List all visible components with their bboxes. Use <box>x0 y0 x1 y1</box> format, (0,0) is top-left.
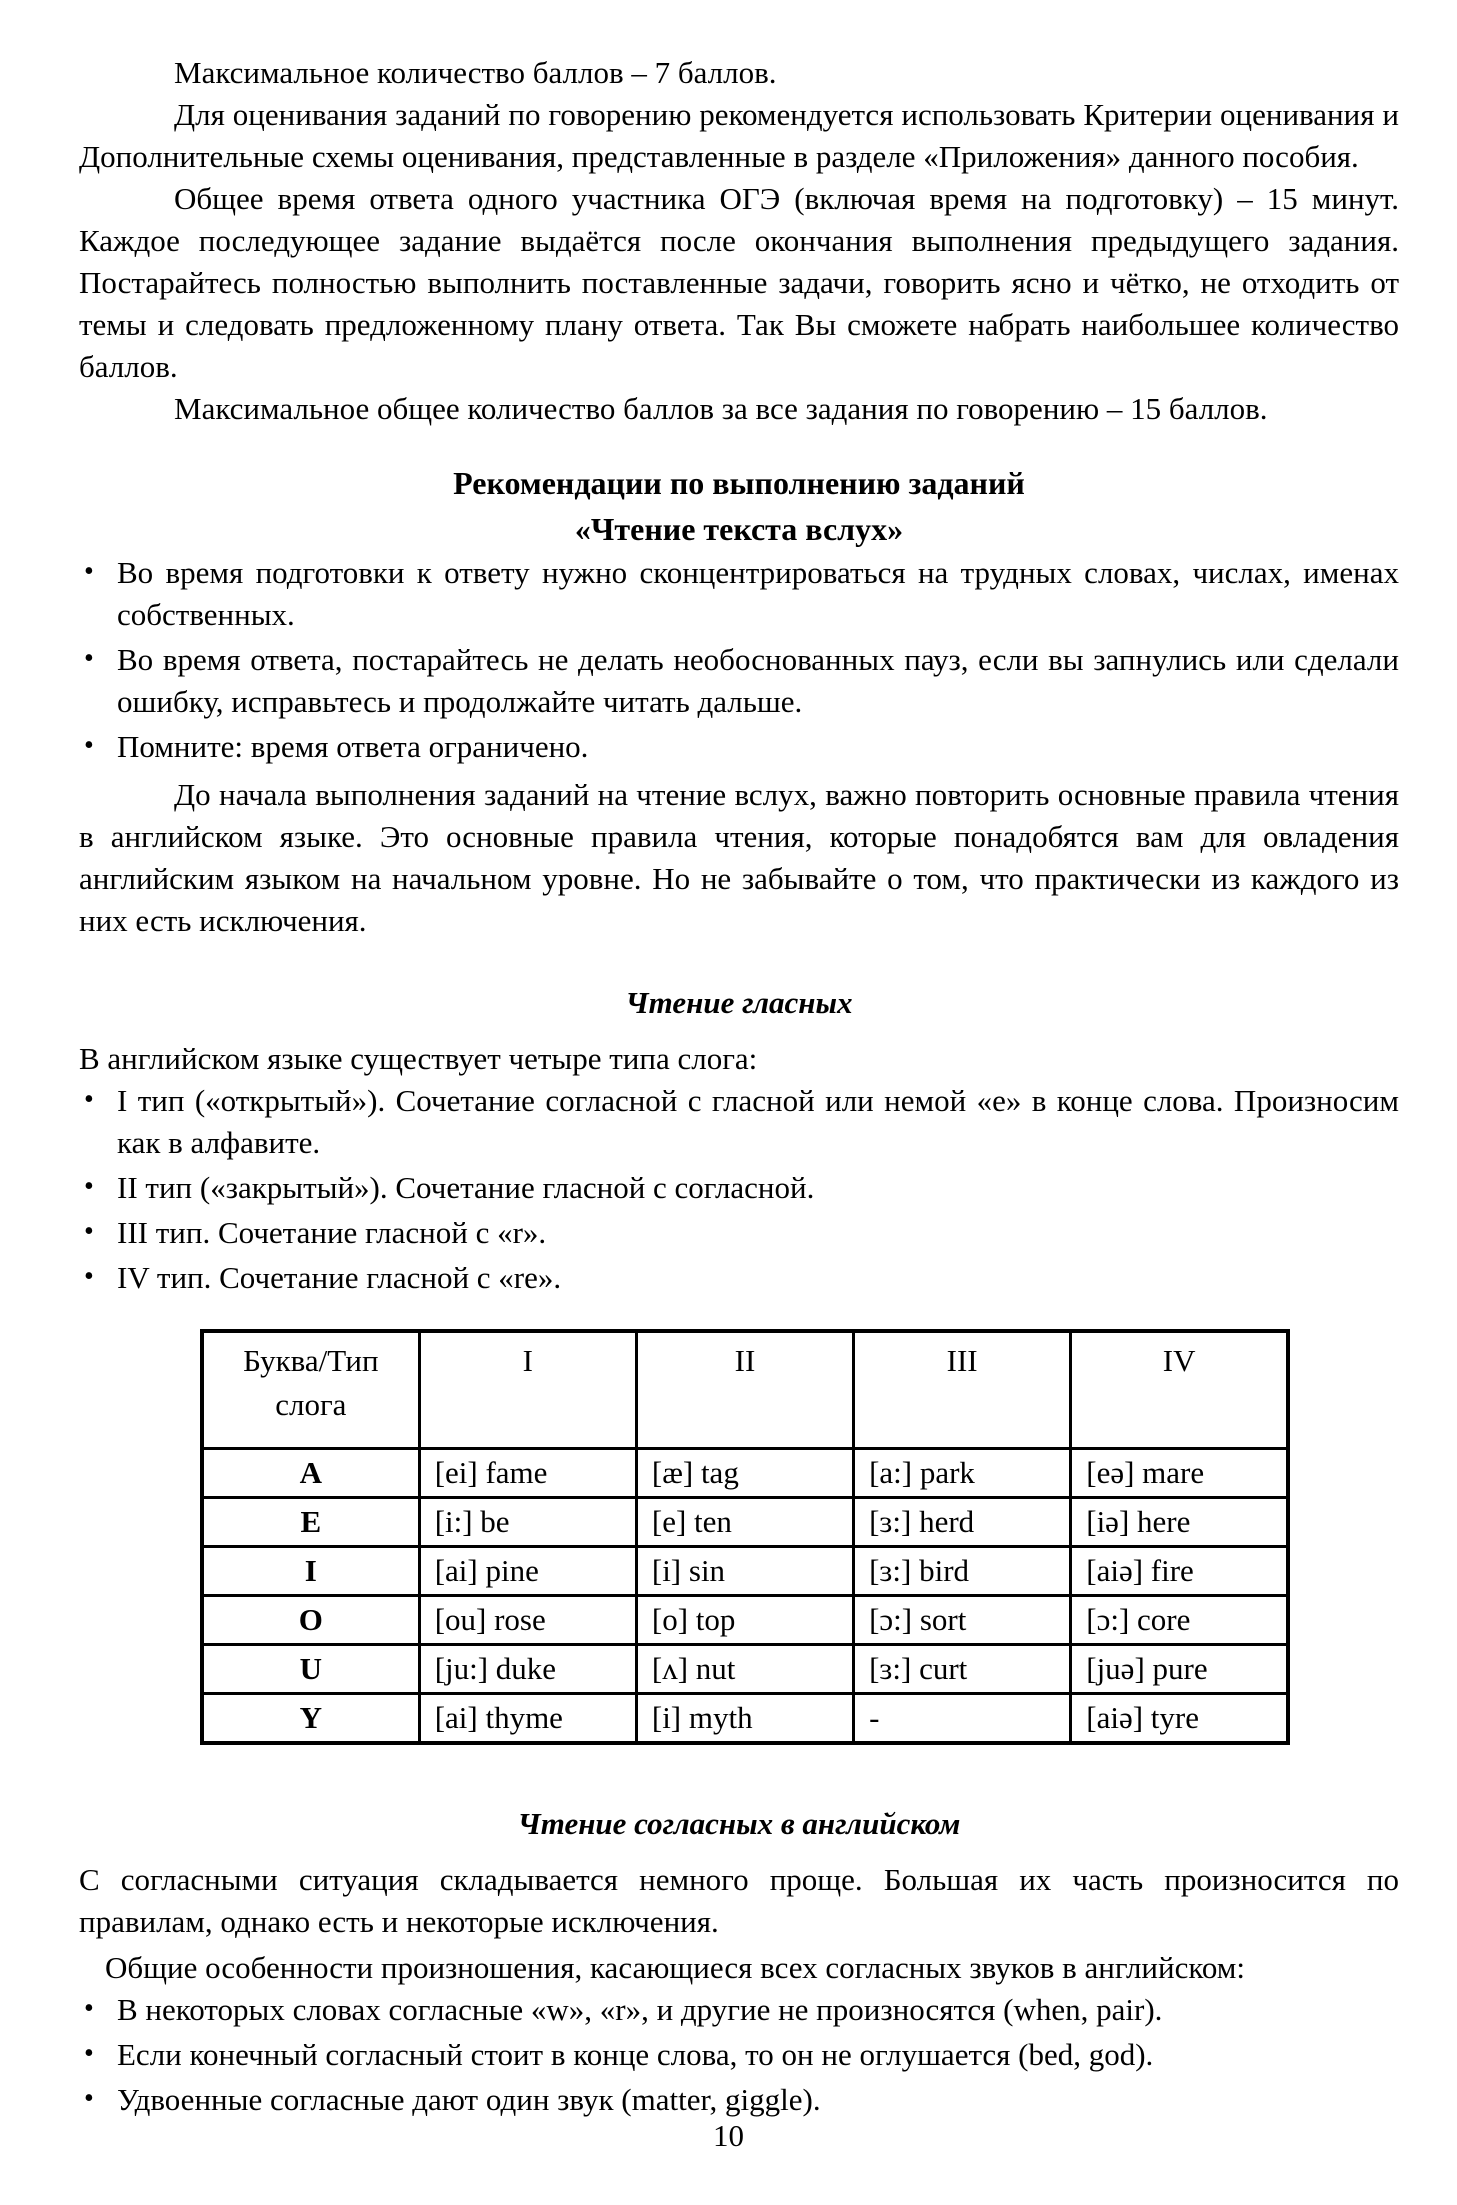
section-heading-consonants: Чтение согласных в английском <box>517 1806 961 1841</box>
table-cell: [ou] rose <box>419 1596 636 1645</box>
paragraph-max-score: Максимальное количество баллов – 7 баллов. <box>174 55 777 90</box>
table-header-cell: Буква/Тип слога <box>202 1331 419 1449</box>
table-cell: [iə] here <box>1071 1498 1288 1547</box>
paragraph-consonants-features: Общие особенности произношения, касающиеся всех согласных звуков в английском: <box>105 1950 1245 1985</box>
table-cell: [o] top <box>636 1596 853 1645</box>
table-header-cell: I <box>419 1331 636 1449</box>
table-cell: [æ] tag <box>636 1449 853 1498</box>
list-item: • III тип. Сочетание гласной с «r». <box>117 1212 1399 1254</box>
table-cell: [ʌ] nut <box>636 1645 853 1694</box>
table-row <box>202 1596 1288 1645</box>
page-content <box>79 0 1399 2124</box>
paragraph-consonants-intro: С согласными ситуация складывается немного проще. Большая их часть произносится по правилам, однако есть и некоторые исключения. <box>79 1862 1399 1939</box>
reading-aloud-tips-list <box>79 552 1399 768</box>
table-cell: [i] sin <box>636 1547 853 1596</box>
table-cell-letter: U <box>202 1645 419 1694</box>
table-cell: [ju:] duke <box>419 1645 636 1694</box>
list-item: • Удвоенные согласные дают один звук (matter, giggle). <box>117 2079 1399 2121</box>
table-cell: [aiə] tyre <box>1071 1694 1288 1744</box>
table-cell: [ai] thyme <box>419 1694 636 1744</box>
heading-line-1: Рекомендации по выполнению заданий <box>453 465 1025 501</box>
table-cell: [e] ten <box>636 1498 853 1547</box>
table-cell: [ɔ:] core <box>1071 1596 1288 1645</box>
table-cell: [a:] park <box>854 1449 1071 1498</box>
table-row <box>202 1498 1288 1547</box>
syllable-types-list <box>79 1080 1399 1299</box>
table-cell: [ɜ:] curt <box>854 1645 1071 1694</box>
table-cell: [ɜ:] bird <box>854 1547 1071 1596</box>
table-header-cell: IV <box>1071 1331 1288 1449</box>
list-item: • Во время ответа, постарайтесь не делать необоснованных пауз, если вы запнулись или сделали ошибку, исправьтесь и продолжайте читать дальше. <box>117 639 1399 723</box>
paragraph-max-total-score: Максимальное общее количество баллов за все задания по говорению – 15 баллов. <box>174 391 1268 426</box>
page-number: 10 <box>713 2118 744 2153</box>
table-row <box>202 1449 1288 1498</box>
paragraph-reading-rules: До начала выполнения заданий на чтение вслух, важно повторить основные правила чтения в английском языке. Это основные правила чтения, которые понадобятся вам для овладения английским языком на начальном уровне. Но не забывайте о том, что практически из каждого из них есть исключения. <box>79 777 1399 938</box>
table-cell: [ai] pine <box>419 1547 636 1596</box>
table-header-cell: II <box>636 1331 853 1449</box>
table-row <box>202 1694 1288 1744</box>
table-row <box>202 1547 1288 1596</box>
paragraph-syllable-types-intro: В английском языке существует четыре типа слога: <box>79 1041 758 1076</box>
table-cell: [eə] mare <box>1071 1449 1288 1498</box>
table-cell-letter: E <box>202 1498 419 1547</box>
table-cell-letter: A <box>202 1449 419 1498</box>
list-item: • В некоторых словах согласные «w», «r», и другие не произносятся (when, pair). <box>117 1989 1399 2031</box>
heading-line-2: «Чтение текста вслух» <box>574 511 904 547</box>
consonant-rules-list <box>79 1989 1399 2121</box>
paragraph-criteria: Для оценивания заданий по говорению рекомендуется использовать Критерии оценивания и Дополнительные схемы оценивания, представленные в разделе «Приложения» данного пособия. <box>79 97 1399 174</box>
table-cell-letter: Y <box>202 1694 419 1744</box>
top-margin <box>79 0 1399 52</box>
list-item: • Если конечный согласный стоит в конце слова, то он не оглушается (bed, god). <box>117 2034 1399 2076</box>
section-heading-recommendations <box>79 460 1399 552</box>
table-cell-letter: O <box>202 1596 419 1645</box>
table-cell-letter: I <box>202 1547 419 1596</box>
table-cell: - <box>854 1694 1071 1744</box>
table-cell: [i:] be <box>419 1498 636 1547</box>
list-item: • II тип («закрытый»). Сочетание гласной с согласной. <box>117 1167 1399 1209</box>
table-header-row <box>202 1331 1288 1449</box>
table-cell: [i] myth <box>636 1694 853 1744</box>
table-cell: [juə] pure <box>1071 1645 1288 1694</box>
paragraph-total-time: Общее время ответа одного участника ОГЭ (включая время на подготовку) – 15 минут. Каждое последующее задание выдаётся после окончания выполнения предыдущего задания. Постарайтесь полностью выполнить поставленные задачи, говорить ясно и чётко, не отходить от темы и следовать предложенному плану ответа. Так Вы сможете набрать наибольшее количество баллов. <box>79 181 1399 384</box>
table-cell: [ɜ:] herd <box>854 1498 1071 1547</box>
vowel-reading-table <box>200 1329 1290 1745</box>
table-cell: [aiə] fire <box>1071 1547 1288 1596</box>
table-header-cell: III <box>854 1331 1071 1449</box>
section-heading-vowels: Чтение гласных <box>625 985 853 1020</box>
table-cell: [ei] fame <box>419 1449 636 1498</box>
table-row <box>202 1645 1288 1694</box>
list-item: • I тип («открытый»). Сочетание согласной с гласной или немой «е» в конце слова. Произносим как в алфавите. <box>117 1080 1399 1164</box>
table-cell: [ɔ:] sort <box>854 1596 1071 1645</box>
list-item: • Помните: время ответа ограничено. <box>117 726 1399 768</box>
list-item: • IV тип. Сочетание гласной с «re». <box>117 1257 1399 1299</box>
list-item: • Во время подготовки к ответу нужно сконцентрироваться на трудных словах, числах, именах собственных. <box>117 552 1399 636</box>
